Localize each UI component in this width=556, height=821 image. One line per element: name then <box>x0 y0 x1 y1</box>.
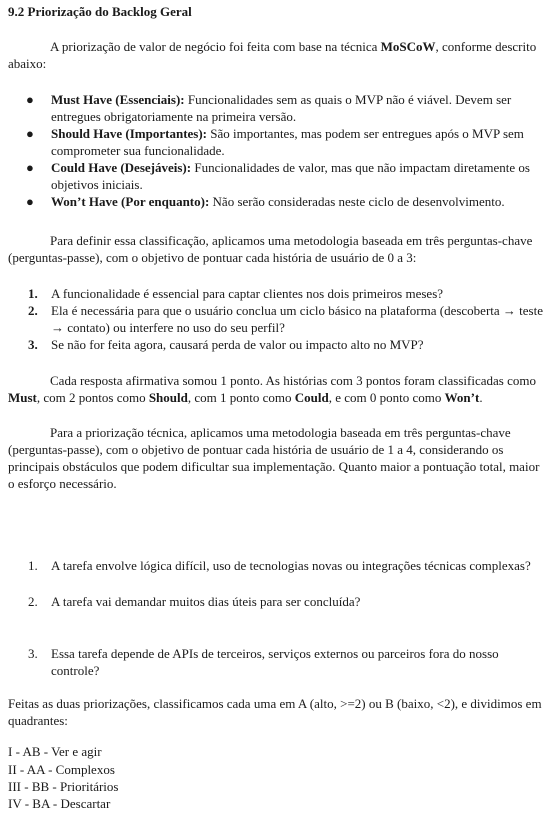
moscow-intro <box>8 38 548 72</box>
list-item: ● Should Have (Importantes): São importantes, mas podem ser entregues após o MVP sem comprometer sua funcionalidade. <box>26 126 524 158</box>
list-item: ● Could Have (Desejáveis): Funcionalidades de valor, mas que não impactam diretamente os objetivos iniciais. <box>26 160 530 192</box>
quadrant-item: I - AB - Ver e agir <box>8 744 102 759</box>
moscow-list <box>8 91 548 210</box>
bullet-icon: ● <box>26 92 34 107</box>
intro-text: A priorização de valor de negócio foi feita com base na técnica <box>50 39 381 54</box>
quadrant-item: IV - BA - Descartar <box>8 796 111 811</box>
quadrants-intro: Feitas as duas priorizações, classificamos cada uma em A (alto, >=2) ou B (baixo, <2), e dividimos em quadrantes: <box>8 696 542 728</box>
list-item: 2. Ela é necessária para que o usuário conclua um ciclo básico na plataforma (descoberta → teste → contato) ou interfere no uso do seu perfil? <box>28 303 543 335</box>
quadrant-item: III - BB - Prioritários <box>8 779 119 794</box>
list-item: ● Must Have (Essenciais): Funcionalidades sem as quais o MVP não é viável. Devem ser entregues obrigatoriamente na primeira versão. <box>26 92 512 124</box>
intro-text-end: , conforme descrito abaixo: <box>8 39 537 71</box>
intro-moscow-term: MoSCoW <box>380 39 436 54</box>
list-item: ● Won’t Have (Por enquanto): Não serão consideradas neste ciclo de desenvolvimento. <box>26 194 505 209</box>
quadrant-item: II - AA - Complexos <box>8 762 115 777</box>
classification-intro: Para definir essa classificação, aplicamos uma metodologia baseada em três perguntas-chave (perguntas-passe), com o objetivo de pontuar cada história de usuário de 0 a 3: <box>8 233 533 265</box>
technical-intro: Para a priorização técnica, aplicamos uma metodologia baseada em três perguntas-chave (perguntas-passe), com o objetivo de pontuar cada história de usuário de 1 a 4, considerando os principais obstáculos que podem dificultar sua implementação. Quanto maior a pontuação total, maior o esforço necessário. <box>8 425 540 491</box>
technical-question: 3. Essa tarefa depende de APIs de terceiros, serviços externos ou parceiros fora do nosso controle? <box>28 646 499 678</box>
bullet-icon: ● <box>26 126 34 141</box>
bullet-icon: ● <box>26 160 34 175</box>
section-heading: 9.2 Priorização do Backlog Geral <box>8 4 192 19</box>
value-questions-list <box>8 285 548 353</box>
scoring-paragraph: Cada resposta afirmativa somou 1 ponto. As histórias com 3 pontos foram classificadas como Must, com 2 pontos como Should, com 1 ponto como Could, e com 0 ponto como Won’t. <box>8 373 536 405</box>
bullet-icon: ● <box>26 194 34 209</box>
list-item: 3. Se não for feita agora, causará perda de valor ou impacto alto no MVP? <box>28 337 424 352</box>
list-item: 1. A funcionalidade é essencial para captar clientes nos dois primeiros meses? <box>28 286 444 301</box>
technical-question: 2. A tarefa vai demandar muitos dias úteis para ser concluída? <box>28 594 361 609</box>
technical-question: 1. A tarefa envolve lógica difícil, uso de tecnologias novas ou integrações técnicas complexas? <box>28 558 531 573</box>
